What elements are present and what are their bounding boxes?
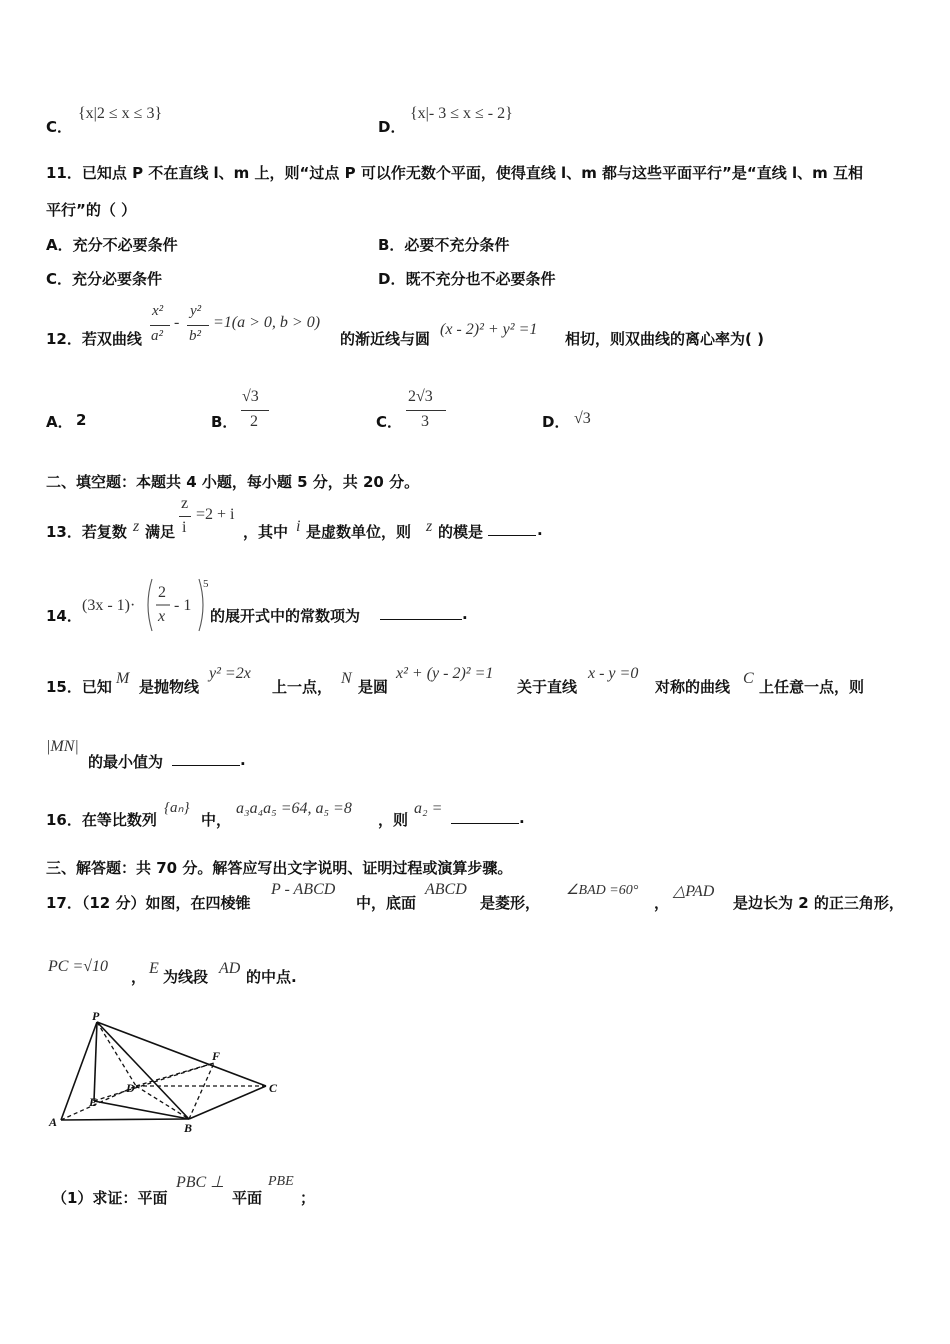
label-E: E: [89, 1095, 98, 1109]
q17-AD: AD: [219, 960, 241, 977]
q10-option-c-label: C．: [46, 118, 73, 136]
q12-option-a-value: 2: [76, 411, 87, 429]
q12-option-c-num: 2√3: [408, 388, 433, 405]
q11-line-2: 平行”的（ ）: [46, 201, 137, 219]
q13-rhs: =2 + i: [196, 506, 235, 523]
q17-prefix: 17．（12 分）如图，在四棱锥: [46, 894, 251, 912]
q16-condition: a₃a₄a₅ =64, a₅ =8: [236, 800, 352, 817]
q16-a2: a₂ =: [414, 800, 443, 817]
q15-text-2: 上一点，: [272, 678, 333, 696]
q12-prefix: 12．若双曲线: [46, 330, 142, 348]
edge-pc: [97, 1022, 266, 1086]
q15-parabola: y² =2x: [209, 665, 251, 682]
q17-text-7: 的中点.: [246, 968, 297, 986]
q12-frac-x2: x²: [152, 303, 164, 319]
label-B: B: [184, 1121, 193, 1135]
q16-sequence: {aₙ}: [164, 800, 190, 816]
q13-answer-blank[interactable]: [488, 521, 536, 536]
q13-frac-num: z: [181, 495, 189, 512]
q13-i: i: [296, 518, 301, 535]
section-2-heading: 二、填空题：本题共 4 小题，每小题 5 分，共 20 分。: [46, 473, 420, 491]
q13-frac-bar: [179, 516, 191, 517]
q17-part1-pbc: PBC ⊥: [176, 1174, 225, 1191]
q13-suffix-2: 是虚数单位，则: [306, 523, 412, 541]
q12-option-b-den: 2: [250, 413, 258, 430]
q17-part1-pbe: PBE: [268, 1174, 294, 1189]
q17-text-5: ，: [131, 968, 147, 986]
q13-frac-den: i: [182, 519, 187, 536]
q13-z: z: [133, 518, 140, 535]
label-D: D: [126, 1081, 135, 1095]
q10-option-d-label: D．: [378, 118, 406, 136]
q12-option-c-den: 3: [421, 413, 429, 430]
q12-option-b-label: B．: [211, 413, 238, 431]
q12-frac-a2: a²: [151, 328, 163, 344]
q13-satisfy: 满足: [145, 523, 176, 541]
q12-circle: (x - 2)² + y² =1: [440, 321, 538, 338]
q14-end: .: [462, 605, 468, 623]
q14-expr-left: (3x - 1)·: [82, 597, 136, 614]
q17-pyramid: P - ABCD: [271, 881, 336, 898]
q16-text-2: ，则: [378, 811, 409, 829]
q17-base: ABCD: [425, 881, 467, 898]
q12-frac-b2: b²: [189, 328, 201, 344]
q11-line-1: 11．已知点 P 不在直线 l、m 上，则“过点 P 可以作无数个平面，使得直线 l、m 都与这些平面平行”是“直线 l、m 互相: [46, 164, 863, 182]
q17-text-4: 是边长为 2 的正三角形，: [733, 894, 904, 912]
q12-mid-text: 的渐近线与圆: [340, 330, 431, 348]
q13-end: .: [537, 521, 543, 539]
q12-frac-y2: y²: [190, 303, 202, 319]
q10-option-d-math: {x|- 3 ≤ x ≤ - 2}: [410, 105, 513, 122]
q17-part1-end: ；: [300, 1189, 316, 1207]
q16-mid: 中，: [201, 811, 232, 829]
q12-option-c-label: C．: [376, 413, 403, 431]
q15-text-3: 是圆: [358, 678, 389, 696]
q12-frac-bar-2: [187, 325, 209, 326]
q11-option-b: B．必要不充分条件: [378, 236, 510, 254]
q14-frac-den: x: [158, 608, 166, 625]
q15-C: C: [743, 670, 754, 687]
q12-option-d-value: √3: [574, 410, 591, 427]
label-F: F: [212, 1049, 221, 1063]
q16-answer-blank[interactable]: [451, 809, 519, 824]
q16-end: .: [519, 809, 525, 827]
q17-part1-prefix: （1）求证：平面: [52, 1189, 168, 1207]
q15-end: .: [240, 751, 246, 769]
q11-option-d: D．既不充分也不必要条件: [378, 270, 556, 288]
q13-suffix-1: ，其中: [243, 523, 289, 541]
q17-pyramid-figure: [44, 1008, 294, 1138]
q15-answer-blank[interactable]: [172, 751, 240, 766]
q13-z-2: z: [426, 518, 433, 535]
q15-line: x - y =0: [588, 665, 639, 682]
q17-angle: ∠BAD =60°: [566, 883, 639, 898]
q11-option-a: A．充分不必要条件: [46, 236, 178, 254]
q13-suffix-3: 的模是: [438, 523, 484, 541]
label-A: A: [49, 1115, 58, 1129]
edge-ab: [61, 1119, 189, 1120]
q17-E: E: [149, 960, 159, 977]
q12-suffix: 相切，则双曲线的离心率为( ): [565, 330, 764, 348]
edge-pd-dashed: [97, 1022, 136, 1086]
q14-prefix: 14．: [46, 607, 82, 625]
q12-option-d-label: D．: [542, 413, 570, 431]
q14-answer-blank[interactable]: [380, 605, 462, 620]
q15-text-5: 对称的曲线: [655, 678, 731, 696]
edge-bc: [189, 1086, 266, 1119]
q14-frac-num: 2: [158, 584, 166, 601]
label-P: P: [92, 1009, 100, 1023]
q15-text-6: 上任意一点，则: [759, 678, 865, 696]
q12-option-b-num: √3: [242, 388, 259, 405]
q15-text-1: 是抛物线: [139, 678, 200, 696]
q17-text-2: 是菱形，: [480, 894, 541, 912]
q16-prefix: 16．在等比数列: [46, 811, 157, 829]
q10-option-c-math: {x|2 ≤ x ≤ 3}: [78, 105, 163, 122]
q13-prefix: 13．若复数: [46, 523, 127, 541]
q17-pc: PC =√10: [48, 958, 109, 975]
section-3-heading: 三、解答题：共 70 分。解答应写出文字说明、证明过程或演算步骤。: [46, 859, 513, 877]
q15-N: N: [341, 670, 352, 687]
q12-minus: -: [174, 314, 180, 331]
q12-frac-bar-1: [150, 325, 170, 326]
q14-frac-tail: - 1: [174, 597, 192, 614]
q15-text-7: 的最小值为: [88, 753, 164, 771]
q17-text-3: ，: [654, 894, 670, 912]
q12-condition: =1(a > 0, b > 0): [213, 314, 321, 331]
q11-option-c: C．充分必要条件: [46, 270, 163, 288]
q15-text-4: 关于直线: [517, 678, 578, 696]
label-C: C: [269, 1081, 278, 1095]
q15-circle: x² + (y - 2)² =1: [396, 665, 494, 682]
q17-text-6: 为线段: [163, 968, 209, 986]
q15-MN: |MN|: [46, 738, 79, 755]
q15-prefix: 15．已知: [46, 678, 112, 696]
q17-triangle: △PAD: [673, 883, 715, 900]
q12-option-a-label: A．: [46, 413, 73, 431]
q17-text-1: 中，底面: [356, 894, 417, 912]
q15-M: M: [116, 670, 130, 687]
q17-part1-mid: 平面: [232, 1189, 263, 1207]
q12-option-c-bar: [406, 410, 446, 411]
q14-exponent: 5: [203, 578, 209, 590]
edge-pe: [94, 1022, 97, 1101]
q14-suffix: 的展开式中的常数项为: [210, 607, 361, 625]
q12-option-b-bar: [241, 410, 269, 411]
